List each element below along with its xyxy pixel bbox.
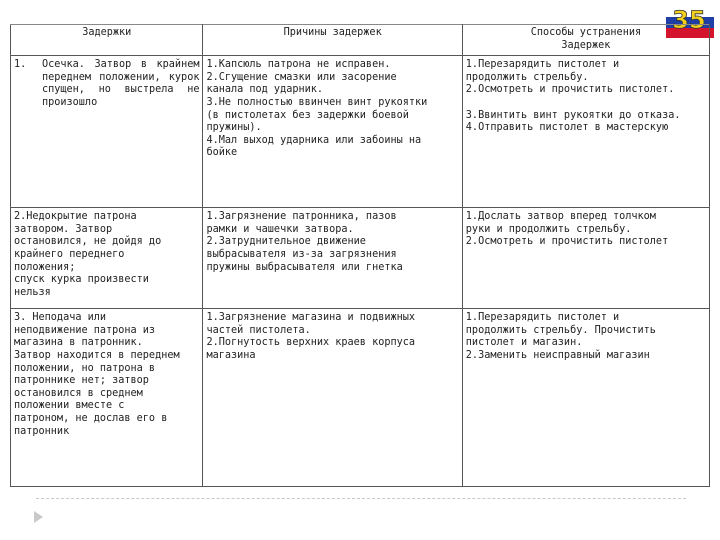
- header-remedies: Способы устранения Задержек: [462, 25, 709, 56]
- delays-table: [10, 24, 710, 479]
- delay-text: Осечка. Затвор в крайнем переднем положении, курок спущен, но выстрела не произошло: [42, 59, 200, 108]
- table-row: [11, 309, 710, 487]
- row-number: 1.: [14, 59, 27, 71]
- delay-cell: [11, 56, 203, 208]
- delay-cell: 2.Недокрытие патрона затвором. Затвор остановился, не дойдя до крайнего переднего положения; спуск курка произвести нельзя: [11, 208, 203, 309]
- header-delays: Задержки: [11, 25, 203, 56]
- remedies-cell: 1.Перезарядить пистолет и продолжить стрельбу. Прочистить пистолет и магазин. 2.Заменить неисправный магазин: [462, 309, 709, 487]
- table-row: [11, 56, 710, 208]
- causes-cell: 1.Загрязнение магазина и подвижных частей пистолета. 2.Погнутость верхних краев корпуса магазина: [203, 309, 462, 487]
- table-header-row: [11, 25, 710, 56]
- table-row: [11, 208, 710, 309]
- slide-number: 35: [672, 6, 706, 34]
- delay-cell: 3. Неподача или неподвижение патрона из магазина в патронник. Затвор находится в переднем положении, но патрона в патроннике нет; затвор остановился в среднем положении вместе с патроном, не дослав его в патронник: [11, 309, 203, 487]
- footer-divider: [36, 498, 686, 499]
- bullet-arrow-icon: [34, 511, 43, 523]
- causes-cell: 1.Капсюль патрона не исправен. 2.Сгущение смазки или засорение канала под ударник. 3.Не полностью ввинчен винт рукоятки (в пистолетах без задержки боевой пружины). 4.Мал выход ударника или забоины на бойке: [203, 56, 462, 208]
- remedies-cell: 1.Перезарядить пистолет и продолжить стрельбу. 2.Осмотреть и прочистить пистолет. 3.Ввинтить винт рукоятки до отказа. 4.Отправить пистолет в мастерскую: [462, 56, 709, 208]
- remedies-cell: 1.Дослать затвор вперед толчком руки и продолжить стрельбу. 2.Осмотреть и прочистить пистолет: [462, 208, 709, 309]
- causes-cell: 1.Загрязнение патронника, пазов рамки и чашечки затвора. 2.Затруднительное движение выбрасывателя из-за загрязнения пружины выбрасывателя или гнетка: [203, 208, 462, 309]
- header-causes: Причины задержек: [203, 25, 462, 56]
